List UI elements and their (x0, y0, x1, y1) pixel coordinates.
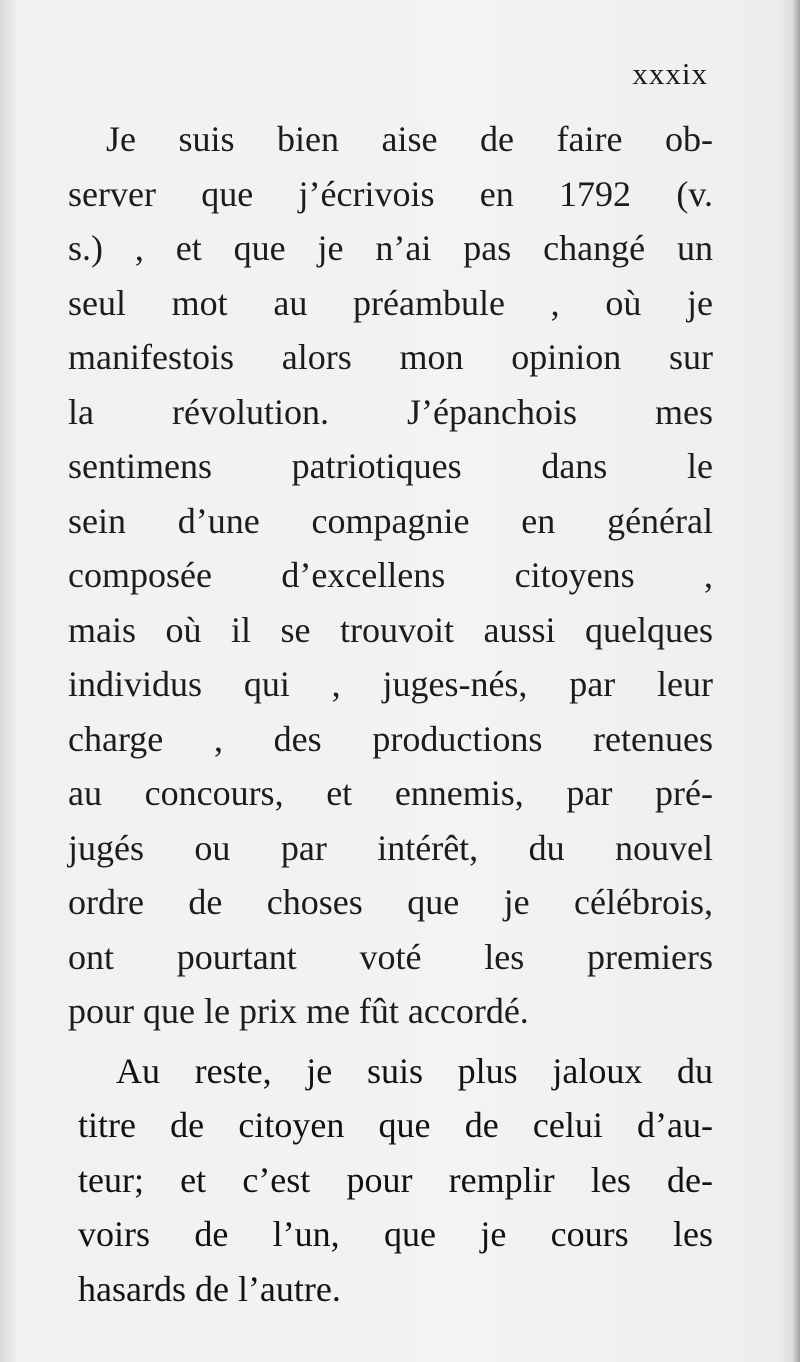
text-line: individus qui , juges-nés, par leur (68, 664, 713, 704)
text-line: ont pourtant voté les premiers (68, 936, 713, 977)
text-line: jugés ou par intérêt, du nouvel (68, 827, 713, 868)
text-line: au concours, et ennemis, par pré- (68, 773, 713, 813)
text-line: composée d’excellens citoyens , (68, 555, 713, 595)
paragraph-2 (68, 1044, 713, 1317)
text-line: teur; et c’est pour remplir les de- (78, 1159, 713, 1200)
text-line: sein d’une compagnie en général (68, 500, 713, 541)
text-line: s.) , et que je n’ai pas changé un (68, 228, 713, 268)
text-line: server que j’écrivois en 1792 (v. (68, 173, 713, 214)
text-line: ordre de choses que je célébrois, (68, 882, 713, 922)
text-line: Je suis bien aise de faire ob- (106, 119, 713, 159)
text-line: hasards de l’autre. (78, 1268, 341, 1309)
text-line: pour que le prix me fût accordé. (68, 991, 529, 1031)
text-line: Au reste, je suis plus jaloux du (116, 1050, 713, 1091)
text-line: charge , des productions retenues (68, 718, 713, 759)
page-number: xxxix (632, 56, 708, 91)
paragraph-1 (68, 112, 713, 1039)
text-line: manifestois alors mon opinion sur (68, 337, 713, 377)
text-line: voirs de l’un, que je cours les (78, 1214, 713, 1254)
page-edge-shadow (792, 0, 800, 1362)
body-text (68, 112, 713, 1316)
text-line: la révolution. J’épanchois mes (68, 391, 713, 432)
text-line: sentimens patriotiques dans le (68, 446, 713, 486)
text-line: mais où il se trouvoit aussi quelques (68, 609, 713, 650)
text-line: titre de citoyen que de celui d’au- (78, 1105, 713, 1145)
text-line: seul mot au préambule , où je (68, 282, 713, 323)
